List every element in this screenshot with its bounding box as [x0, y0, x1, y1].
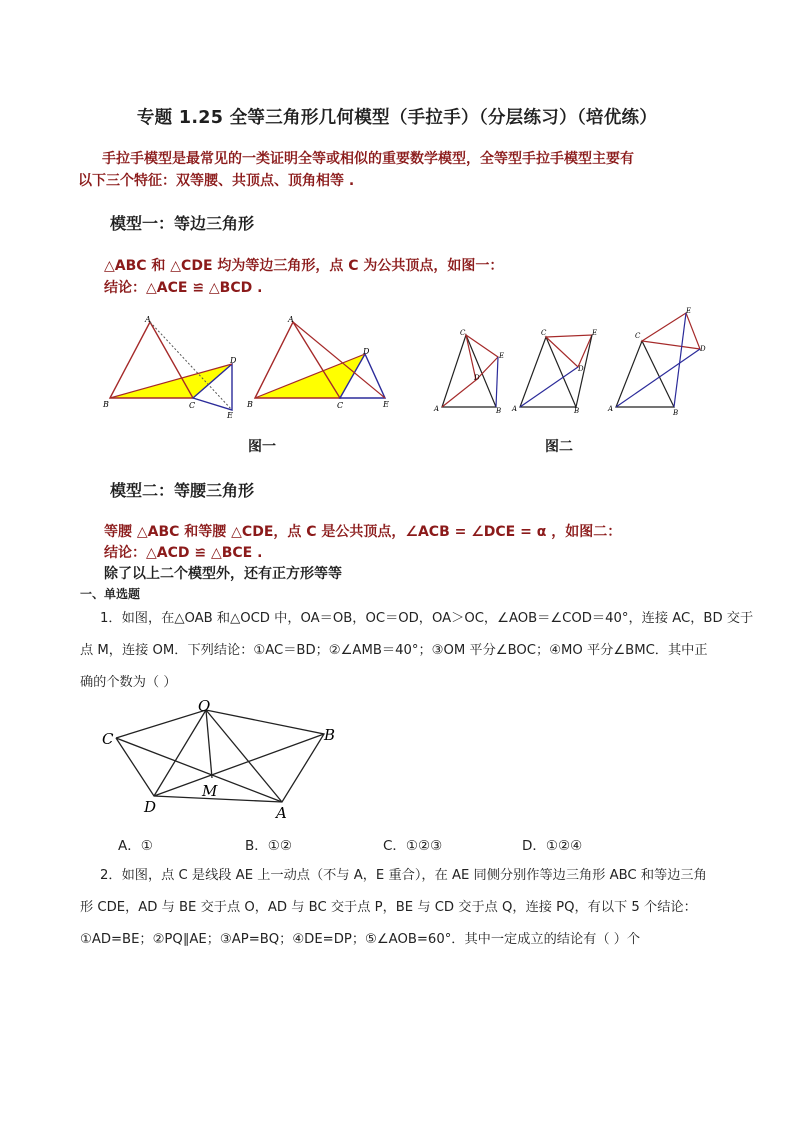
- q1-label-o: O: [198, 697, 211, 715]
- fig2c-label-a: A: [608, 405, 614, 413]
- model1-heading: 模型一：等边三角形: [110, 214, 255, 233]
- fig2a-segment-be: [496, 357, 498, 407]
- fig2c-triangle-acb: [616, 341, 674, 407]
- fig1a-label-b: B: [103, 400, 109, 409]
- fig1b-label-c: C: [337, 401, 344, 410]
- fig1b-label-e: E: [383, 400, 389, 409]
- q1-label-a: A: [276, 804, 287, 822]
- q2-line-3: ①AD=BE；②PQ∥AE；③AP=BQ；④DE=DP；⑤∠AOB=60°．其中一定成立的结论有（ ）个: [80, 932, 641, 947]
- figure-one: [95, 312, 405, 422]
- model2-heading: 模型二：等腰三角形: [110, 481, 255, 500]
- intro-line-2: 以下三个特征：双等腰、共顶点、顶角相等 .: [78, 173, 355, 189]
- fig2c-label-c: C: [635, 332, 641, 340]
- q1-option-b[interactable]: B．①②: [245, 838, 292, 854]
- q1-line-1: 1．如图，在△OAB 和△OCD 中，OA＝OB，OC＝OD，OA＞OC，∠AOB＝∠COD＝40°，连接 AC，BD 交于: [100, 611, 754, 626]
- q1-option-c[interactable]: C．①②③: [383, 838, 443, 854]
- fig2b-label-e: E: [592, 329, 598, 337]
- model1-statement: △ABC 和 △CDE 均为等边三角形，点 C 为公共顶点，如图一：: [104, 258, 504, 274]
- q1-option-d[interactable]: D．①②④: [522, 838, 583, 854]
- fig2b-label-d: D: [578, 365, 584, 373]
- fig1b-label-b: B: [247, 400, 253, 409]
- q1-label-b: B: [324, 726, 336, 744]
- intro-line-1: 手拉手模型是最常见的一类证明全等或相似的重要数学模型，全等型手拉手模型主要有: [102, 151, 634, 167]
- fig2b-label-b: B: [574, 407, 580, 415]
- fig2c-label-e: E: [686, 307, 692, 315]
- q1-option-a[interactable]: A．①: [118, 838, 153, 854]
- q1-segment-om: [206, 710, 212, 778]
- fig2b-label-a: A: [512, 405, 518, 413]
- q1-outline: [116, 710, 324, 802]
- q1-line-3: 确的个数为（ ）: [80, 675, 177, 690]
- figure-two: [430, 305, 720, 417]
- q1-label-c: C: [102, 730, 114, 748]
- fig2c-label-b: B: [673, 409, 679, 417]
- fig2b-triangle-cde: [546, 335, 592, 367]
- fig2c-segment-ad: [616, 349, 700, 407]
- fig1a-label-d: D: [230, 356, 237, 365]
- fig2a-label-e: E: [499, 352, 505, 360]
- fig2b-label-c: C: [541, 329, 547, 337]
- fig2a-label-c: C: [460, 329, 466, 337]
- fig1a-label-c: C: [189, 401, 196, 410]
- fig2c-label-d: D: [700, 345, 706, 353]
- q1-line-2: 点 M，连接 OM．下列结论：①AC＝BD；②∠AMB＝40°；③OM 平分∠BOC；④MO 平分∠BMC．其中正: [80, 643, 708, 658]
- fig2a-label-a: A: [434, 405, 440, 413]
- q1-label-d: D: [144, 798, 157, 816]
- caption-figure-one: 图一: [248, 439, 276, 455]
- page-title: 专题 1.25 全等三角形几何模型（手拉手）（分层练习）（培优练）: [136, 108, 658, 128]
- q1-label-m: M: [202, 782, 218, 800]
- q2-line-2: 形 CDE，AD 与 BE 交于点 O，AD 与 BC 交于点 P，BE 与 CD 交于点 Q，连接 PQ，有以下 5 个结论：: [80, 900, 697, 915]
- fig2c-triangle-cde: [642, 313, 700, 349]
- fig2a-triangle-cde: [466, 335, 498, 380]
- q1-segment-db: [154, 734, 324, 796]
- model2-statement: 等腰 △ABC 和等腰 △CDE，点 C 是公共顶点，∠ACB = ∠DCE = α ，如图二：: [104, 524, 622, 540]
- fig2b-segment-ad: [520, 367, 578, 407]
- fig2a-label-d: D: [474, 374, 480, 382]
- q1-segment-ca: [116, 738, 282, 802]
- model2-conclusion: 结论：△ACD ≌ △BCE .: [104, 545, 263, 561]
- fig2a-label-b: B: [496, 407, 502, 415]
- fig1b-label-d: D: [363, 347, 370, 356]
- model1-conclusion: 结论：△ACE ≌ △BCD .: [104, 280, 263, 296]
- section-heading: 一、单选题: [80, 587, 141, 601]
- q1-segment-od: [154, 710, 206, 796]
- q1-figure: [98, 696, 348, 826]
- fig2b-triangle-acb: [520, 337, 576, 407]
- model2-note: 除了以上二个模型外，还有正方形等等: [104, 566, 342, 582]
- q2-line-1: 2．如图，点 C 是线段 AE 上一动点（不与 A，E 重合），在 AE 同侧分别作等边三角形 ABC 和等边三角: [100, 868, 707, 883]
- caption-figure-two: 图二: [545, 439, 573, 455]
- fig1a-label-e: E: [227, 411, 233, 420]
- fig1b-label-a: A: [288, 315, 294, 324]
- fig1a-label-a: A: [145, 315, 151, 324]
